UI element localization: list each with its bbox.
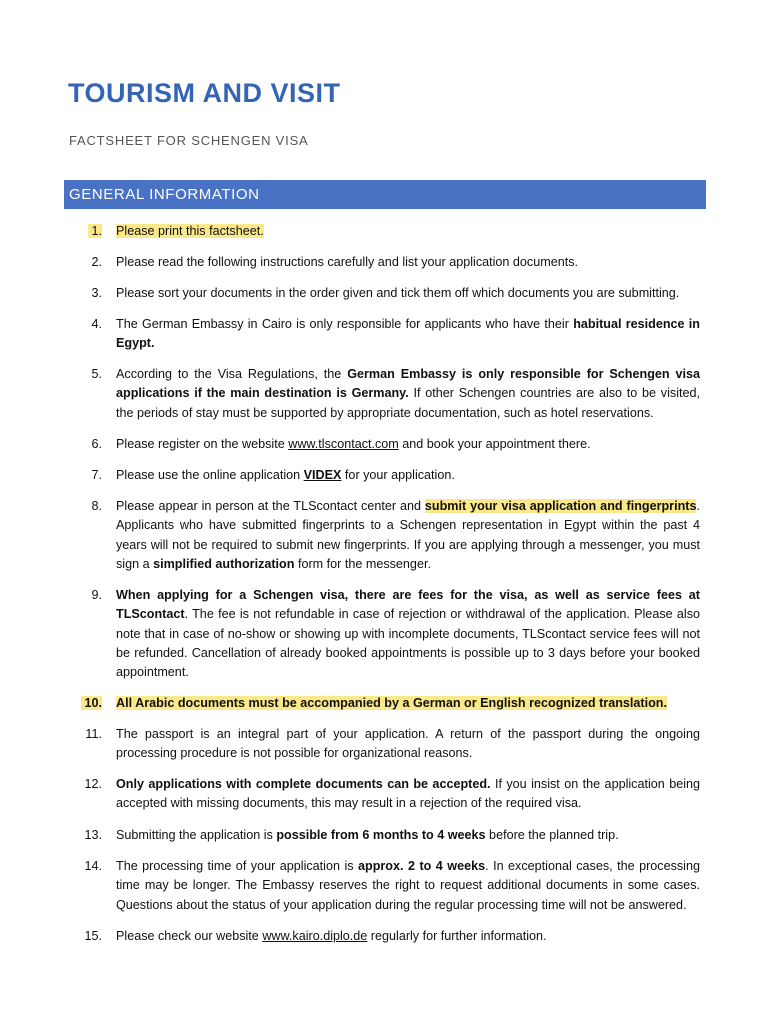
list-item-number: 12.	[84, 777, 102, 791]
text-segment: According to the Visa Regulations, the	[116, 367, 348, 381]
list-item-number: 9.	[91, 588, 102, 602]
text-segment: simplified authorization	[153, 556, 295, 571]
text-segment: The passport is an integral part of your application. A return of the passport during the ongoing processing procedure is not possible for organizational reasons.	[116, 727, 700, 761]
text-segment: . The fee is not refundable in case of rejection or withdrawal of the application. Please also note that in case of no-show or showing up with incomplete documents, TLScontact service fees will not be refunded. Cancellation of already booked appointments is possible up to 3 days before your booked appointment.	[116, 607, 700, 680]
text-segment: Only applications with complete documents can be accepted.	[116, 777, 491, 791]
videx-link[interactable]: VIDEX	[303, 468, 342, 482]
text-segment: When applying for a Schengen visa, there are fees for the visa, as well as service fees at TLScontact	[116, 588, 700, 622]
text-segment: possible from 6 months to 4 weeks	[276, 828, 486, 842]
text-segment: The German Embassy in Cairo is only responsible for applicants who have their	[116, 317, 574, 331]
text-segment: submit your visa application and fingerprints	[424, 499, 697, 513]
list-item-number: 4.	[91, 317, 102, 331]
list-item-number: 8.	[91, 499, 102, 513]
text-segment: Please sort your documents in the order given and tick them off which documents you are submitting.	[116, 286, 680, 300]
text-segment: . Applicants who have submitted fingerprints to a Schengen representation in Egypt within the past 4 years will not be required to submit new fingerprints. If you are applying through a messenger, you must sign a	[116, 499, 700, 571]
text-segment: All Arabic documents must be accompanied by a German or English recognized translation.	[116, 696, 667, 710]
text-segment: Please read the following instructions carefully and list your application documents.	[116, 255, 579, 269]
list-item-text	[116, 694, 700, 713]
list-item-number: 15.	[84, 929, 102, 943]
list-item-text	[116, 466, 700, 485]
list-item-text	[116, 222, 700, 241]
list-item-text	[116, 435, 700, 454]
section-header-bar	[64, 180, 706, 209]
text-segment: Submitting the application is	[116, 828, 277, 842]
text-segment: approx. 2 to 4 weeks	[358, 859, 486, 873]
text-segment: Please appear in person at the TLScontact center and	[116, 499, 425, 513]
text-segment: and book your appointment there.	[398, 437, 591, 451]
list-item-text	[116, 253, 700, 272]
list-item-number: 1.	[68, 222, 108, 241]
section-heading: GENERAL INFORMATION	[69, 186, 260, 203]
list-item-number: 2.	[91, 255, 102, 269]
page-title: TOURISM AND VISIT	[68, 78, 341, 108]
text-segment: If other Schengen countries are also to be visited, the periods of stay must be supported by appropriate documentation, such as hotel reservations.	[116, 386, 700, 420]
text-segment: German Embassy is only responsible for Schengen visa applications if the main destination is Germany.	[116, 367, 700, 401]
website-link[interactable]: www.tlscontact.com	[288, 437, 399, 451]
list-item-text	[116, 284, 700, 303]
list-item-number: 14.	[84, 859, 102, 873]
list-item-number: 3.	[91, 286, 102, 300]
list-item-text	[116, 586, 700, 682]
text-segment: form for the messenger.	[294, 556, 431, 571]
text-segment: for your application.	[341, 468, 455, 482]
text-segment: before the planned trip.	[485, 828, 619, 842]
list-item-text	[116, 775, 700, 814]
list-item-number: 13.	[84, 828, 102, 842]
text-segment: Please use the online application	[116, 468, 304, 482]
list-item-text	[116, 857, 700, 915]
text-segment: . In exceptional cases, the processing time may be longer. The Embassy reserves the right to request additional documents in some cases. Questions about the status of your application during the regular processing time will not be answered.	[116, 859, 700, 912]
page-subtitle: FACTSHEET FOR SCHENGEN VISA	[69, 133, 309, 148]
text-segment: Please print this factsheet.	[116, 224, 264, 238]
text-segment: Please register on the website	[116, 437, 289, 451]
list-item-number: 10.	[68, 694, 108, 713]
list-item-text	[116, 365, 700, 423]
text-segment: regularly for further information.	[367, 929, 547, 943]
list-item-text	[116, 927, 700, 946]
list-item-number: 6.	[91, 437, 102, 451]
list-item-number: 7.	[91, 468, 102, 482]
text-segment: habitual residence in Egypt.	[116, 317, 700, 351]
list-item-number: 11.	[85, 727, 102, 741]
website-link[interactable]: www.kairo.diplo.de	[262, 929, 368, 943]
list-item-number: 5.	[91, 367, 102, 381]
list-item-text	[116, 497, 700, 574]
list-item-text	[116, 826, 700, 845]
list-item-text	[116, 725, 700, 764]
text-segment: If you insist on the application being accepted with missing documents, this may result in a rejection of the required visa.	[116, 777, 701, 811]
text-segment: Please check our website	[116, 929, 263, 943]
text-segment: The processing time of your application is	[116, 859, 359, 873]
list-item-text	[116, 315, 700, 354]
